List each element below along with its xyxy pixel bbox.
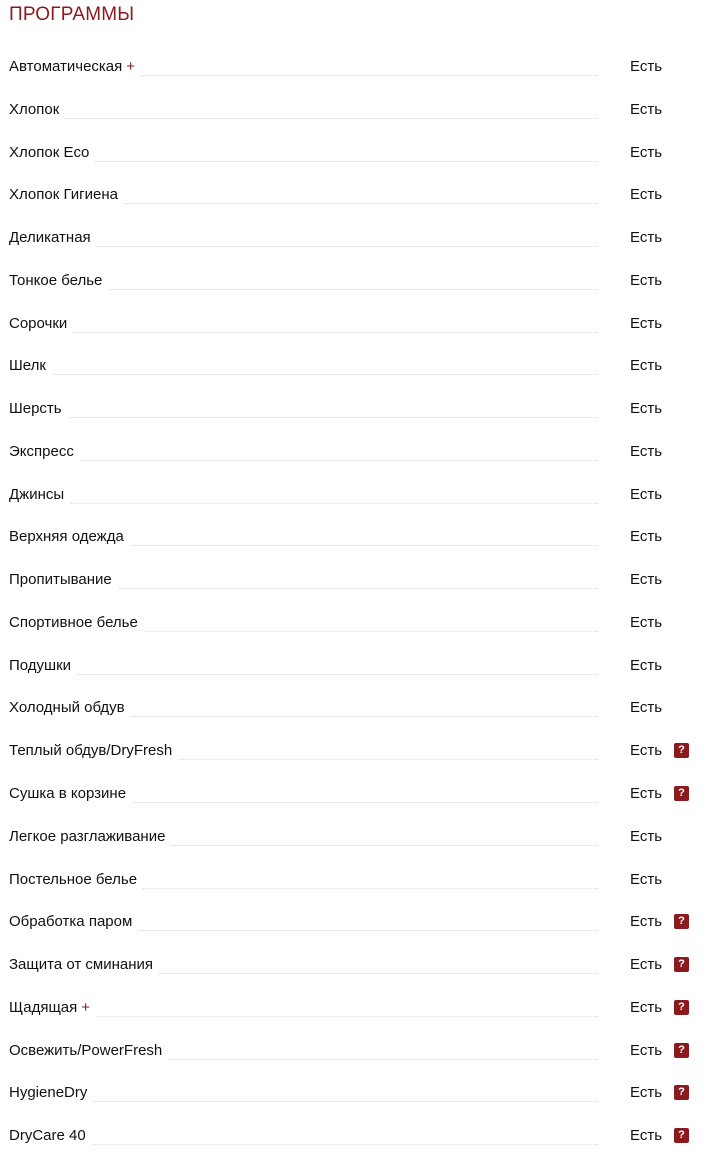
spec-name-text: Хлопок Eco <box>9 143 90 161</box>
dotted-leader <box>9 1016 598 1017</box>
spec-name <box>9 443 80 461</box>
spec-row <box>0 730 708 773</box>
spec-value: Есть <box>630 400 663 418</box>
spec-row <box>0 431 708 474</box>
spec-name <box>9 400 68 418</box>
spec-name <box>9 614 144 632</box>
spec-value: Есть <box>630 1084 663 1102</box>
spec-name-text: Освежить/PowerFresh <box>9 1041 163 1059</box>
spec-name <box>9 828 171 846</box>
spec-value: Есть <box>630 571 663 589</box>
spec-value: Есть <box>630 357 663 375</box>
spec-name-text: Хлопок <box>9 100 60 118</box>
spec-row <box>0 516 708 559</box>
spec-value: Есть <box>630 271 663 289</box>
spec-name-text: Автоматическая <box>9 58 123 75</box>
spec-row <box>0 1072 708 1115</box>
spec-value: Есть <box>630 485 663 503</box>
dotted-leader <box>9 246 598 247</box>
spec-value: Есть <box>630 100 663 118</box>
help-icon[interactable]: ? <box>674 786 689 801</box>
spec-name-text: Деликатная <box>9 229 91 247</box>
spec-name-text: Сушка в корзине <box>9 785 127 803</box>
spec-name <box>9 785 132 803</box>
spec-name <box>9 272 108 290</box>
spec-row <box>0 132 708 175</box>
spec-value: Есть <box>630 998 663 1016</box>
help-icon[interactable]: ? <box>674 957 689 972</box>
spec-row <box>0 217 708 260</box>
spec-value: Есть <box>630 1041 663 1059</box>
spec-name-text: Тонкое белье <box>9 271 103 289</box>
spec-name-text: DryCare 40 <box>9 1127 86 1145</box>
spec-row <box>0 645 708 688</box>
plus-icon[interactable]: + <box>126 58 136 75</box>
spec-row <box>0 1030 708 1073</box>
spec-name-text: Сорочки <box>9 314 68 332</box>
spec-name <box>9 956 159 974</box>
spec-name <box>9 871 143 889</box>
spec-name <box>9 58 141 76</box>
spec-row <box>0 303 708 346</box>
spec-name-text: Шерсть <box>9 400 62 418</box>
spec-name-text: Защита от сминания <box>9 956 153 974</box>
spec-row <box>0 89 708 132</box>
spec-row <box>0 1115 708 1158</box>
spec-value: Есть <box>630 186 663 204</box>
spec-name <box>9 357 52 375</box>
spec-row <box>0 474 708 517</box>
dotted-leader <box>9 460 598 461</box>
spec-value: Есть <box>630 58 663 75</box>
spec-row <box>0 901 708 944</box>
dotted-leader <box>9 161 598 162</box>
spec-name-text: Холодный обдув <box>9 699 125 717</box>
spec-name <box>9 1127 92 1145</box>
spec-name-text: Хлопок Гигиена <box>9 186 118 204</box>
dotted-leader <box>9 118 598 119</box>
spec-name-text: Шелк <box>9 357 46 375</box>
help-icon[interactable]: ? <box>674 914 689 929</box>
spec-value: Есть <box>630 442 663 460</box>
spec-row <box>0 559 708 602</box>
spec-name <box>9 186 124 204</box>
spec-name <box>9 229 97 247</box>
dotted-leader <box>9 374 598 375</box>
spec-value: Есть <box>630 699 663 717</box>
spec-name-text: Экспресс <box>9 442 74 460</box>
spec-name-text: Джинсы <box>9 485 65 503</box>
spec-row <box>0 260 708 303</box>
dotted-leader <box>9 674 598 675</box>
spec-name-text: Постельное белье <box>9 870 138 888</box>
spec-name <box>9 528 130 546</box>
spec-value: Есть <box>630 956 663 974</box>
spec-name-text: Щадящая <box>9 998 78 1016</box>
spec-value: Есть <box>630 143 663 161</box>
spec-value: Есть <box>630 528 663 546</box>
spec-name-text: HygieneDry <box>9 1084 88 1102</box>
spec-value: Есть <box>630 229 663 247</box>
spec-row <box>0 388 708 431</box>
spec-row <box>0 174 708 217</box>
spec-row <box>0 345 708 388</box>
spec-value: Есть <box>630 742 663 760</box>
spec-name <box>9 657 77 675</box>
spec-name <box>9 315 73 333</box>
spec-name <box>9 999 96 1017</box>
help-icon[interactable]: ? <box>674 1000 689 1015</box>
spec-row <box>0 602 708 645</box>
spec-row <box>0 987 708 1030</box>
help-icon[interactable]: ? <box>674 1043 689 1058</box>
spec-name <box>9 699 131 717</box>
spec-value: Есть <box>630 827 663 845</box>
spec-value: Есть <box>630 314 663 332</box>
spec-name-text: Подушки <box>9 656 72 674</box>
spec-name <box>9 1084 93 1102</box>
spec-name-text: Теплый обдув/DryFresh <box>9 742 173 760</box>
spec-row <box>0 816 708 859</box>
programs-spec-list <box>0 46 708 1158</box>
spec-name <box>9 144 95 162</box>
dotted-leader <box>9 1101 598 1102</box>
spec-name-text: Спортивное белье <box>9 613 138 631</box>
dotted-leader <box>9 1144 598 1145</box>
spec-name-text: Верхняя одежда <box>9 528 124 546</box>
spec-row <box>0 859 708 902</box>
dotted-leader <box>9 503 598 504</box>
help-icon[interactable]: ? <box>674 743 689 758</box>
spec-name <box>9 486 70 504</box>
dotted-leader <box>9 332 598 333</box>
spec-name <box>9 1042 168 1060</box>
spec-name-text: Обработка паром <box>9 913 133 931</box>
spec-value: Есть <box>630 870 663 888</box>
spec-name-text: Легкое разглаживание <box>9 827 166 845</box>
spec-row <box>0 687 708 730</box>
spec-name-text: Пропитывание <box>9 571 112 589</box>
spec-value: Есть <box>630 1127 663 1145</box>
spec-value: Есть <box>630 613 663 631</box>
dotted-leader <box>9 417 598 418</box>
spec-name <box>9 742 178 760</box>
spec-value: Есть <box>630 913 663 931</box>
spec-name <box>9 571 118 589</box>
section-title: ПРОГРАММЫ <box>9 4 135 25</box>
spec-row <box>0 773 708 816</box>
spec-name <box>9 101 65 119</box>
spec-row <box>0 944 708 987</box>
help-icon[interactable]: ? <box>674 1085 689 1100</box>
spec-name <box>9 913 138 931</box>
plus-icon[interactable]: + <box>81 998 91 1016</box>
spec-value: Есть <box>630 656 663 674</box>
help-icon[interactable]: ? <box>674 1128 689 1143</box>
spec-value: Есть <box>630 785 663 803</box>
spec-row <box>0 46 708 89</box>
